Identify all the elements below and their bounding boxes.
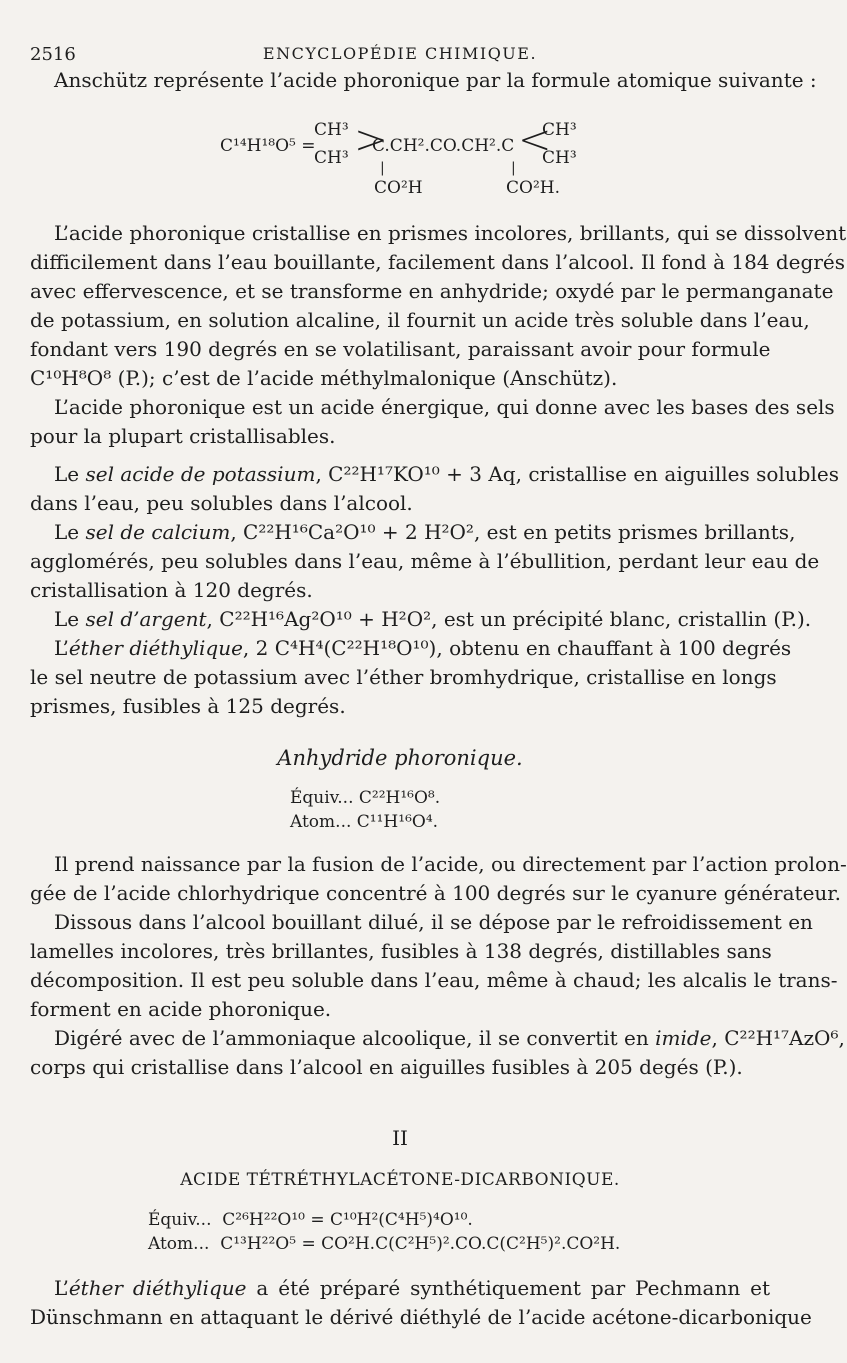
le-word: Le [54, 520, 80, 544]
anhydride-atom-row [290, 810, 438, 834]
formula-ch3-top: CH³ [314, 120, 349, 140]
equiv-value: C²²H¹⁶O⁸. [358, 788, 441, 808]
para2-line: L’acide phoronique est un acide énergique, qui donne avec les bases des sels [54, 395, 835, 419]
atom-value: C¹³H²²O⁵ = CO²H.C(C²H⁵)².CO.C(C²H⁵)².CO²H. [220, 1234, 621, 1254]
l-prefix: L’ [54, 636, 69, 660]
ether-term: éther diéthylique [68, 636, 243, 660]
section-title: ACIDE TÉTRÉTHYLACÉTONE-DICARBONIQUE. [180, 1170, 620, 1190]
para5-post: , C²²H¹⁷AzO⁶, [711, 1026, 845, 1050]
formula-ch3-right-top: CH³ [542, 120, 577, 140]
para1-line: C¹⁰H⁸O⁸ (P.); c’est de l’acide méthylmalonique (Anschütz). [30, 366, 618, 390]
l-prefix: L’ [54, 1276, 69, 1300]
bond-line-right: | [511, 160, 516, 176]
calcium-salt-term: sel de calcium [85, 520, 231, 544]
para1-line: de potassium, en solution alcaline, il fournit un acide très soluble dans l’eau, [30, 308, 810, 332]
para4-line: décomposition. Il est peu soluble dans l’eau, même à chaud; les alcalis le trans- [30, 968, 838, 992]
left-branch-bracket: > [354, 117, 388, 163]
final-text: a été préparé synthétiquement par Pechmann et [246, 1276, 770, 1300]
para4-line: forment en acide phoronique. [30, 997, 332, 1021]
imide-term: imide [655, 1026, 712, 1050]
ether-text: , 2 C⁴H⁴(C²²H¹⁸O¹⁰), obtenu en chauffant à 100 degrés [242, 636, 792, 660]
equiv-label: Équiv... [290, 788, 354, 808]
para1-line: avec effervescence, et se transforme en anhydride; oxydé par le permanganate [30, 279, 834, 303]
formula-ch3-right-bottom: CH³ [542, 148, 577, 168]
ether-line [54, 634, 792, 663]
equiv-label: Équiv... [148, 1210, 212, 1230]
potassium-salt-line: dans l’eau, peu solubles dans l’alcool. [30, 491, 413, 515]
running-title: ENCYCLOPÉDIE CHIMIQUE. [262, 44, 538, 63]
para1-line: difficilement dans l’eau bouillante, facilement dans l’alcool. Il fond à 184 degrés [30, 250, 845, 274]
formula-chain: C.CH².CO.CH².C [372, 136, 515, 156]
silver-salt-text: , C²²H¹⁶Ag²O¹⁰ + H²O², est un précipité blanc, cristallin (P.). [206, 607, 812, 631]
calcium-salt-line: agglomérés, peu solubles dans l’eau, même à l’ébullition, perdant leur eau de [30, 549, 820, 573]
final-line: Dünschmann en attaquant le dérivé diéthylé de l’acide acétone-dicarbonique [30, 1305, 812, 1329]
potassium-salt-line [54, 460, 839, 489]
intro-line: Anschütz représente l’acide phoronique par la formule atomique suivante : [54, 68, 817, 92]
section-numeral: II [392, 1126, 408, 1150]
final-ether-term: éther diéthylique [68, 1276, 247, 1300]
atom-label: Atom... [290, 812, 352, 832]
page-number: 2516 [30, 44, 76, 65]
le-word: Le [54, 462, 80, 486]
final-line [54, 1274, 770, 1303]
formula-ch3-bottom: CH³ [314, 148, 349, 168]
equiv-value: C²⁶H²²O¹⁰ = C¹⁰H²(C⁴H⁵)⁴O¹⁰. [222, 1210, 473, 1230]
para1-line: L’acide phoronique cristallise en prismes incolores, brillants, qui se dissolvent [54, 221, 847, 245]
potassium-salt-text: , C²²H¹⁷KO¹⁰ + 3 Aq, cristallise en aiguilles solubles [315, 462, 839, 486]
potassium-salt-term: sel acide de potassium [85, 462, 316, 486]
atom-label: Atom... [148, 1234, 210, 1254]
bond-line-left: | [380, 160, 385, 176]
section2-atom-row [148, 1232, 620, 1256]
phoronic-acid-formula [220, 116, 580, 206]
para5-line [54, 1024, 845, 1053]
formula-co2h-right: CO²H. [506, 178, 560, 198]
para5-pre: Digéré avec de l’ammoniaque alcoolique, il se convertit en [54, 1026, 656, 1050]
calcium-salt-line: cristallisation à 120 degrés. [30, 578, 313, 602]
para1-line: fondant vers 190 degrés en se volatilisant, paraissant avoir pour formule [30, 337, 771, 361]
para5-line: corps qui cristallise dans l’alcool en aiguilles fusibles à 205 degés (P.). [30, 1055, 743, 1079]
section2-equiv-row [148, 1208, 473, 1232]
para4-line: lamelles incolores, très brillantes, fusibles à 138 degrés, distillables sans [30, 939, 772, 963]
formula-co2h-left: CO²H [374, 178, 423, 198]
formula-lhs: C¹⁴H¹⁸O⁵ = [220, 136, 316, 156]
anhydride-heading: Anhydride phoronique. [277, 746, 523, 770]
para2-line: pour la plupart cristallisables. [30, 424, 336, 448]
anhydride-equiv-row [290, 786, 440, 810]
silver-salt-term: sel d’argent [85, 607, 207, 631]
le-word: Le [54, 607, 80, 631]
right-branch-bracket: < [518, 117, 552, 163]
atom-value: C¹¹H¹⁶O⁴. [356, 812, 439, 832]
silver-salt-line [54, 605, 812, 634]
para3-line: Il prend naissance par la fusion de l’acide, ou directement par l’action prolon- [54, 852, 847, 876]
para3-line: gée de l’acide chlorhydrique concentré à 100 degrés sur le cyanure générateur. [30, 881, 842, 905]
calcium-salt-text: , C²²H¹⁶Ca²O¹⁰ + 2 H²O², est en petits prismes brillants, [230, 520, 796, 544]
ether-line: le sel neutre de potassium avec l’éther bromhydrique, cristallise en longs [30, 665, 777, 689]
ether-line: prismes, fusibles à 125 degrés. [30, 694, 346, 718]
calcium-salt-line [54, 518, 796, 547]
para4-line: Dissous dans l’alcool bouillant dilué, il se dépose par le refroidissement en [54, 910, 813, 934]
